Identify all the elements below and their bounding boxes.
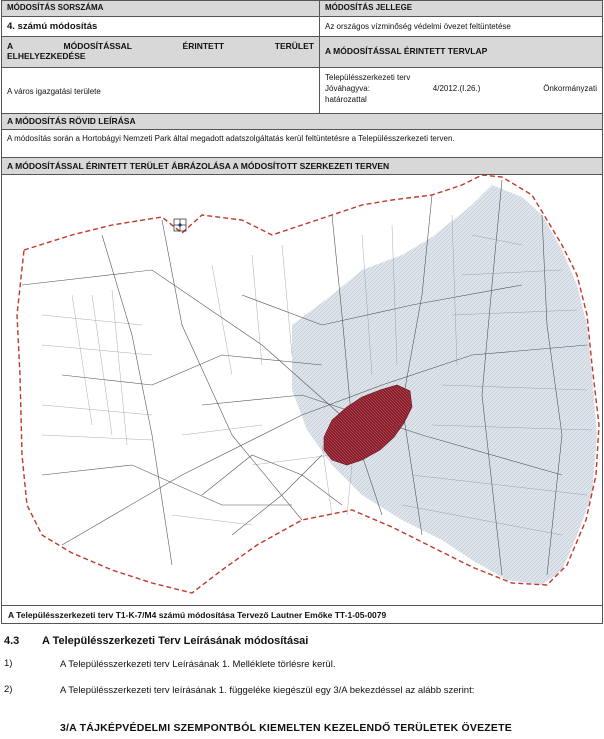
list-item — [4, 684, 602, 714]
sheet-line-3: határozattal — [325, 95, 367, 104]
map-header: A MÓDOSÍTÁSSAL ÉRINTETT TERÜLET ÁBRÁZOLÁSA A MÓDOSÍTOTT SZERKEZETI TERVEN — [1, 157, 603, 175]
zone-title: 3/A TÁJKÉPVÉDELMI SZEMPONTBÓL KIEMELTEN KEZELENDŐ TERÜLETEK ÖVEZETE — [60, 722, 512, 734]
list-item-number: 1) — [4, 658, 13, 669]
list-item-text: A Településszerkezeti terv Leírásának 1. Melléklete törlésre kerül. — [60, 659, 336, 670]
short-desc-header: A MÓDOSÍTÁS RÖVID LEÍRÁSA — [1, 113, 603, 130]
short-desc-text: A módosítás során a Hortobágyi Nemzeti Park által megadott adatszolgáltatás kerül feltüntetésre a Településszerkezeti terven. — [1, 129, 603, 158]
sheet-line-1: Településszerkezeti terv — [325, 73, 411, 82]
section-number: 4.3 — [4, 635, 20, 647]
list-item-number: 2) — [4, 684, 13, 695]
affected-area-header-line2: ELHELYEZKEDÉSE — [7, 51, 86, 61]
structure-plan-map — [1, 174, 603, 606]
modification-nature: Az országos vízminőség védelmi övezet feltüntetése — [319, 16, 603, 37]
map-caption: A Településszerkezeti terv T1-K-7/M4 számú módosítása Tervező Lautner Emőke TT-1-05-0079 — [1, 606, 603, 624]
affected-area-header-line1: A MÓDOSÍTÁSSAL ÉRINTETT TERÜLET — [7, 41, 314, 51]
list-item — [4, 658, 602, 674]
list-item-text: A Településszerkezeti terv leírásának 1. függeléke kiegészül egy 3/A bekezdéssel az alább szerint: — [60, 685, 475, 696]
compass-icon — [174, 219, 186, 231]
modification-number: 4. számú módosítás — [1, 16, 320, 37]
affected-area-value: A város igazgatási területe — [1, 67, 320, 114]
affected-sheet-header: A MÓDOSÍTÁSSAL ÉRINTETT TERVLAP — [319, 36, 603, 68]
header-sorszam: MÓDOSÍTÁS SORSZÁMA — [1, 0, 320, 17]
sheet-line-2: Jóváhagyva: 4/2012.(I.26.) Önkormányzati — [325, 84, 597, 93]
affected-sheet-value — [319, 67, 603, 114]
header-jellege: MÓDOSÍTÁS JELLEGE — [319, 0, 603, 17]
map-svg — [2, 175, 602, 605]
affected-area-header — [1, 36, 320, 68]
section-heading — [4, 635, 308, 647]
section-title: A Településszerkezeti Terv Leírásának módosításai — [42, 635, 309, 647]
